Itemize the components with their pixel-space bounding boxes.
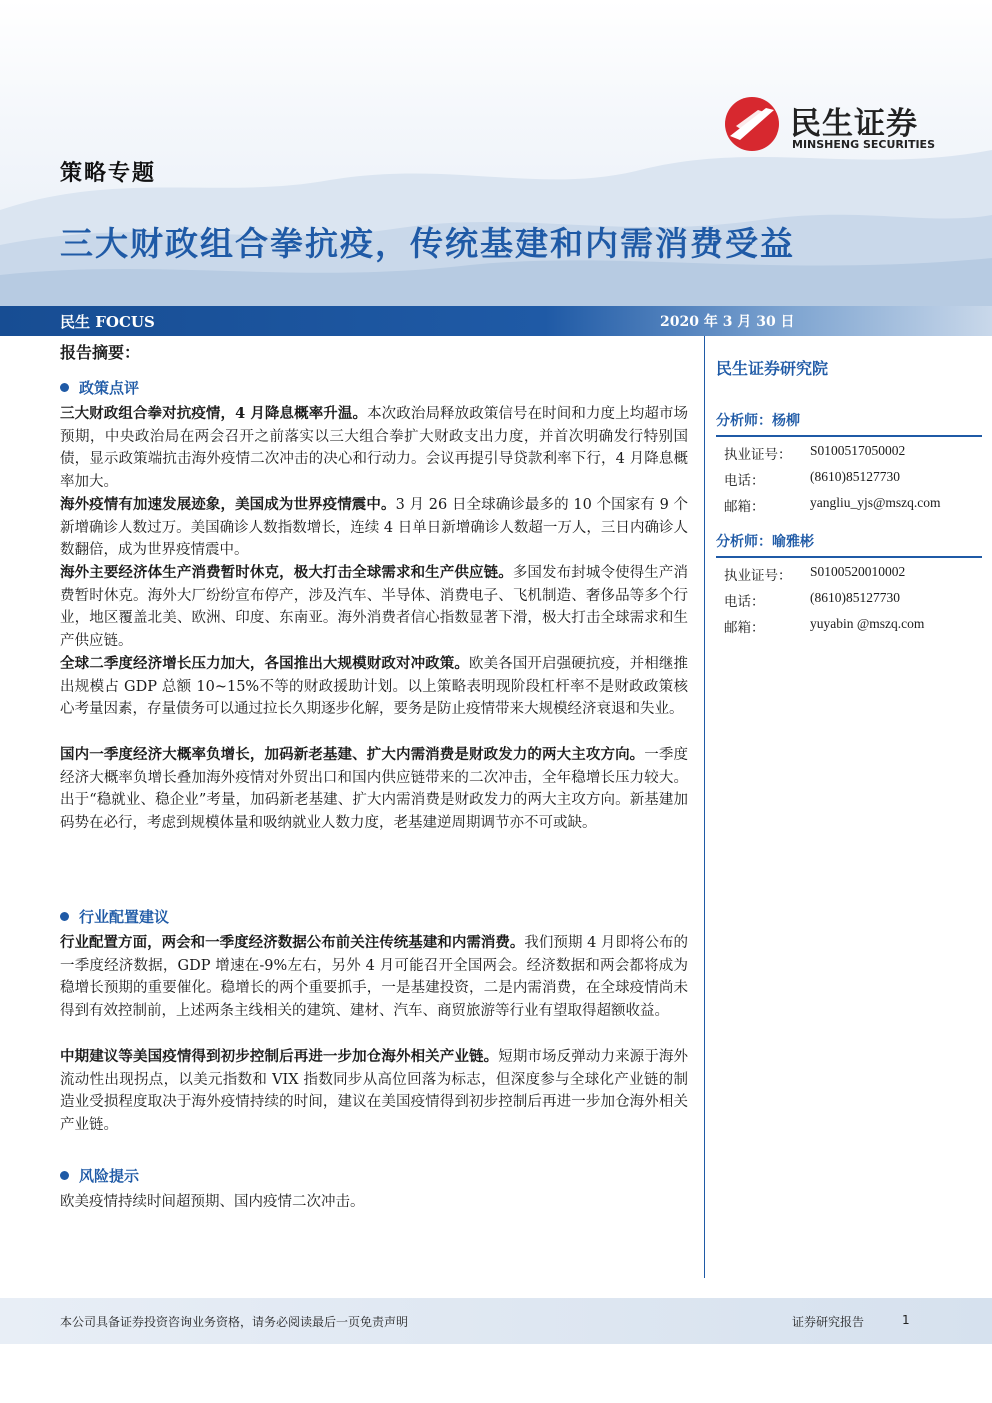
section-heading-policy: 政策点评 [60, 377, 139, 398]
paragraph-body: 3 月 26 日全球确诊最多的 10 个国家有 9 个新增确诊人数过万。美国确诊人数指数增长，连续 4 日单日新增确诊人数超一万人，三日内确诊人数翻倍，成为世界疫情震中。 [60, 497, 688, 559]
row-label: 电话： [724, 594, 765, 610]
abstract-heading: 报告摘要： [60, 343, 141, 362]
paragraph-body: 多国发布封城令使得生产消费暂时休克。海外大厂纷纷宣布停产，涉及汽车、半导体、消费电子、飞机制造、奢侈品等多个行业，地区覆盖北美、欧洲、印度、东南亚。海外消费者信心指数显著下滑，极大打击全球需求和生产供应链。 [60, 565, 689, 649]
email-link[interactable]: yuyabin @mszq.com [810, 616, 925, 631]
email-link[interactable]: yangliu_yjs@mszq.com [810, 495, 941, 510]
page-number: 1 [902, 1313, 910, 1327]
paragraph-lead: 国内一季度经济大概率负增长，加码新老基建、扩大内需消费是财政发力的两大主攻方向。 [60, 746, 645, 763]
row-value: (8610)85127730 [810, 469, 900, 484]
column-divider [704, 336, 705, 1278]
analyst-row [716, 489, 982, 515]
series-banner [0, 306, 992, 336]
paragraph-body: 一季度经济大概率负增长叠加海外疫情对外贸出口和国内供应链带来的二次冲击，全年稳增长压力较大。出于“稳就业、稳企业”考量，加码新老基建、扩大内需消费是财政发力的两大主攻方向。新基建加码势在必行，考虑到规模体量和吸纳就业人数力度，老基建逆周期调节亦不可或缺。 [60, 747, 689, 831]
paragraph-body: 短期市场反弹动力来源于海外流动性出现拐点，以美元指数和 VIX 指数同步从高位回落为标志，但深度参与全球化产业链的制造业受损程度取决于海外疫情持续的时间，建议在美国疫情得到初步控制后再进一步加仓海外相关产业链。 [60, 1049, 689, 1133]
report-date: 2020 年 3 月 30 日 [660, 314, 795, 330]
paragraph-lead: 行业配置方面，两会和一季度经济数据公布前关注传统基建和内需消费。 [60, 934, 525, 951]
report-topic: 策略专题 [60, 160, 157, 186]
institute-name: 民生证券研究院 [716, 359, 829, 378]
series-label: 民生 FOCUS [60, 313, 155, 331]
footer-disclaimer: 本公司具备证券投资咨询业务资格，请务必阅读最后一页免责声明 [60, 1315, 409, 1329]
paragraph-body: 欧美各国开启强硬抗疫，并相继推出规模占 GDP 总额 10~15%不等的财政援助计划。以上策略表明现阶段杠杆率不是财政政策核心考量因素，存量债务可以通过拉长久期逐步化解，要务是防止疫情带来大规模经济衰退和失业。 [60, 656, 688, 718]
paragraph [60, 1046, 688, 1136]
row-value: S0100520010002 [810, 564, 906, 579]
row-label: 执业证号： [724, 568, 792, 584]
paragraph [60, 494, 688, 562]
paragraph [60, 744, 688, 834]
analyst-row [716, 610, 982, 636]
logo-mark-icon [722, 96, 782, 152]
paragraph [60, 932, 688, 1022]
bullet-dot-icon [60, 383, 69, 392]
header-hero [0, 0, 992, 306]
analyst-card [716, 531, 982, 636]
paragraph [60, 562, 688, 652]
row-label: 邮箱： [724, 499, 765, 515]
bullet-dot-icon [60, 1171, 69, 1180]
paragraph [60, 1191, 688, 1214]
row-label: 执业证号： [724, 447, 792, 463]
footer-doc-type: 证券研究报告 [792, 1315, 865, 1329]
brand-name-en: MINSHENG SECURITIES [792, 138, 935, 151]
report-title: 三大财政组合拳抗疫，传统基建和内需消费受益 [60, 224, 795, 263]
section-heading-industry: 行业配置建议 [60, 906, 169, 927]
analyst-row [716, 463, 982, 489]
paragraph-lead: 全球二季度经济增长压力加大，各国推出大规模财政对冲政策。 [60, 655, 469, 672]
paragraph [60, 653, 688, 721]
paragraph-body: 我们预期 4 月即将公布的一季度经济数据，GDP 增速在-9%左右，另外 4 月可能召开全国两会。经济数据和两会都将成为稳增长预期的重要催化。稳增长的两个重要抓手，一是基建投资，二是内需消费，在全球疫情尚未得到有效控制前，上述两条主线相关的建筑、建材、汽车、商贸旅游等行业有望取得超额收益。 [60, 935, 688, 1019]
page-footer [0, 1298, 992, 1344]
analyst-name: 分析师：喻雅彬 [716, 531, 982, 558]
paragraph-lead: 三大财政组合拳对抗疫情，4 月降息概率升温。 [60, 405, 368, 422]
row-label: 邮箱： [724, 620, 765, 636]
paragraph [60, 403, 688, 493]
paragraph-body: 欧美疫情持续时间超预期、国内疫情二次冲击。 [60, 1194, 365, 1210]
analyst-row [716, 558, 982, 584]
paragraph-lead: 中期建议等美国疫情得到初步控制后再进一步加仓海外相关产业链。 [60, 1048, 499, 1065]
row-value: (8610)85127730 [810, 590, 900, 605]
brand-name-cn: 民生证券 [790, 106, 918, 142]
analyst-name: 分析师：杨柳 [716, 410, 982, 437]
analyst-row [716, 584, 982, 610]
analyst-card [716, 410, 982, 515]
paragraph-lead: 海外疫情有加速发展迹象，美国成为世界疫情震中。 [60, 496, 396, 513]
section-heading-risk: 风险提示 [60, 1165, 139, 1186]
brand-logo [722, 96, 962, 156]
row-value: S0100517050002 [810, 443, 906, 458]
paragraph-lead: 海外主要经济体生产消费暂时休克，极大打击全球需求和生产供应链。 [60, 564, 513, 581]
row-label: 电话： [724, 473, 765, 489]
paragraph-body: 本次政治局释放政策信号在时间和力度上均超市场预期，中央政治局在两会召开之前落实以三大组合拳扩大财政支出力度，并首次明确发行特别国债，显示政策端抗击海外疫情二次冲击的决心和行动力。会议再提引导贷款利率下行，4 月降息概率加大。 [60, 406, 689, 490]
analyst-row [716, 437, 982, 463]
bullet-dot-icon [60, 912, 69, 921]
